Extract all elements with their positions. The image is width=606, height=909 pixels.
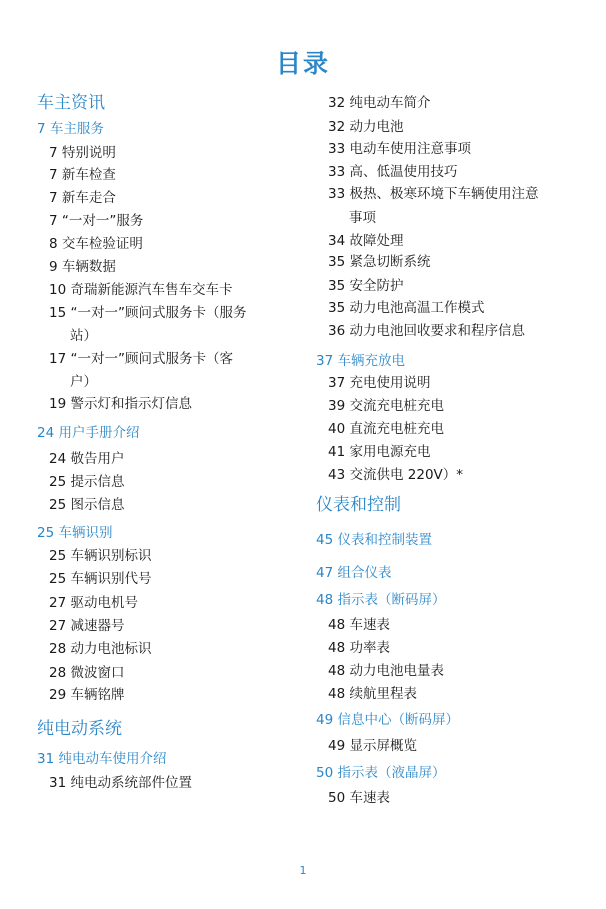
toc-entry[interactable]: 27 驱动电机号 bbox=[49, 595, 138, 611]
toc-entry[interactable]: 28 微波窗口 bbox=[49, 665, 125, 681]
toc-entry[interactable]: 19 警示灯和指示灯信息 bbox=[49, 396, 192, 412]
toc-entry[interactable]: 7 “一对一”服务 bbox=[49, 213, 144, 229]
toc-entry[interactable]: 10 奇瑞新能源汽车售车交车卡 bbox=[49, 282, 233, 298]
toc-entry[interactable]: 49 显示屏概览 bbox=[328, 738, 417, 754]
toc-subsection-entry[interactable]: 45 仪表和控制装置 bbox=[316, 532, 432, 548]
toc-entry[interactable]: 50 车速表 bbox=[328, 790, 390, 806]
toc-subsection-entry[interactable]: 31 纯电动车使用介绍 bbox=[37, 751, 167, 767]
toc-entry[interactable]: 25 车辆识别代号 bbox=[49, 571, 152, 587]
toc-entry[interactable]: 8 交车检验证明 bbox=[49, 236, 143, 252]
toc-entry[interactable]: 33 电动车使用注意事项 bbox=[328, 141, 471, 157]
toc-entry[interactable]: 27 减速器号 bbox=[49, 618, 125, 634]
toc-entry[interactable]: 48 动力电池电量表 bbox=[328, 663, 444, 679]
toc-entry[interactable]: 40 直流充电桩充电 bbox=[328, 421, 444, 437]
toc-entry[interactable]: 9 车辆数据 bbox=[49, 259, 116, 275]
toc-entry[interactable]: 7 新车检查 bbox=[49, 167, 116, 183]
toc-entry[interactable]: 37 充电使用说明 bbox=[328, 375, 431, 391]
toc-section-heading[interactable]: 纯电动系统 bbox=[37, 719, 122, 739]
toc-entry[interactable]: 35 动力电池高温工作模式 bbox=[328, 300, 485, 316]
toc-subsection-entry[interactable]: 24 用户手册介绍 bbox=[37, 425, 140, 441]
toc-entry[interactable]: 7 特别说明 bbox=[49, 145, 116, 161]
toc-entry-continuation: 户） bbox=[70, 374, 97, 390]
toc-entry[interactable]: 39 交流充电桩充电 bbox=[328, 398, 444, 414]
toc-entry[interactable]: 32 纯电动车简介 bbox=[328, 95, 431, 111]
toc-subsection-entry[interactable]: 50 指示表（液晶屏） bbox=[316, 765, 446, 781]
toc-entry[interactable]: 48 续航里程表 bbox=[328, 686, 417, 702]
toc-subsection-entry[interactable]: 7 车主服务 bbox=[37, 121, 104, 137]
toc-section-heading[interactable]: 仪表和控制 bbox=[316, 495, 401, 515]
toc-entry[interactable]: 25 车辆识别标识 bbox=[49, 548, 152, 564]
toc-entry[interactable]: 33 高、低温使用技巧 bbox=[328, 164, 458, 180]
toc-section-heading[interactable]: 车主资讯 bbox=[37, 93, 105, 113]
toc-entry[interactable]: 25 图示信息 bbox=[49, 497, 125, 513]
toc-entry[interactable]: 48 功率表 bbox=[328, 640, 390, 656]
toc-entry[interactable]: 15 “一对一”顾问式服务卡（服务 bbox=[49, 305, 247, 321]
toc-entry[interactable]: 33 极热、极寒环境下车辆使用注意 bbox=[328, 186, 539, 202]
toc-subsection-entry[interactable]: 37 车辆充放电 bbox=[316, 353, 405, 369]
toc-entry-continuation: 站） bbox=[70, 328, 97, 344]
toc-entry[interactable]: 24 敬告用户 bbox=[49, 451, 125, 467]
toc-subsection-entry[interactable]: 25 车辆识别 bbox=[37, 525, 113, 541]
toc-entry[interactable]: 28 动力电池标识 bbox=[49, 641, 152, 657]
toc-entry[interactable]: 48 车速表 bbox=[328, 617, 390, 633]
toc-entry[interactable]: 17 “一对一”顾问式服务卡（客 bbox=[49, 351, 233, 367]
page-title: 目录 bbox=[275, 49, 330, 78]
toc-entry[interactable]: 36 动力电池回收要求和程序信息 bbox=[328, 323, 525, 339]
toc-entry[interactable]: 35 安全防护 bbox=[328, 278, 404, 294]
toc-entry[interactable]: 25 提示信息 bbox=[49, 474, 125, 490]
toc-entry[interactable]: 35 紧急切断系统 bbox=[328, 254, 431, 270]
toc-entry-continuation: 事项 bbox=[349, 210, 376, 226]
toc-entry[interactable]: 7 新车走合 bbox=[49, 190, 116, 206]
toc-entry[interactable]: 43 交流供电 220V）* bbox=[328, 467, 464, 483]
toc-entry[interactable]: 31 纯电动系统部件位置 bbox=[49, 775, 192, 791]
toc-subsection-entry[interactable]: 47 组合仪表 bbox=[316, 565, 392, 581]
toc-subsection-entry[interactable]: 49 信息中心（断码屏） bbox=[316, 712, 459, 728]
toc-entry[interactable]: 29 车辆铭牌 bbox=[49, 687, 125, 703]
toc-entry[interactable]: 34 故障处理 bbox=[328, 233, 404, 249]
toc-subsection-entry[interactable]: 48 指示表（断码屏） bbox=[316, 592, 446, 608]
toc-entry[interactable]: 32 动力电池 bbox=[328, 119, 404, 135]
page-number: 1 bbox=[299, 864, 307, 877]
toc-entry[interactable]: 41 家用电源充电 bbox=[328, 444, 431, 460]
